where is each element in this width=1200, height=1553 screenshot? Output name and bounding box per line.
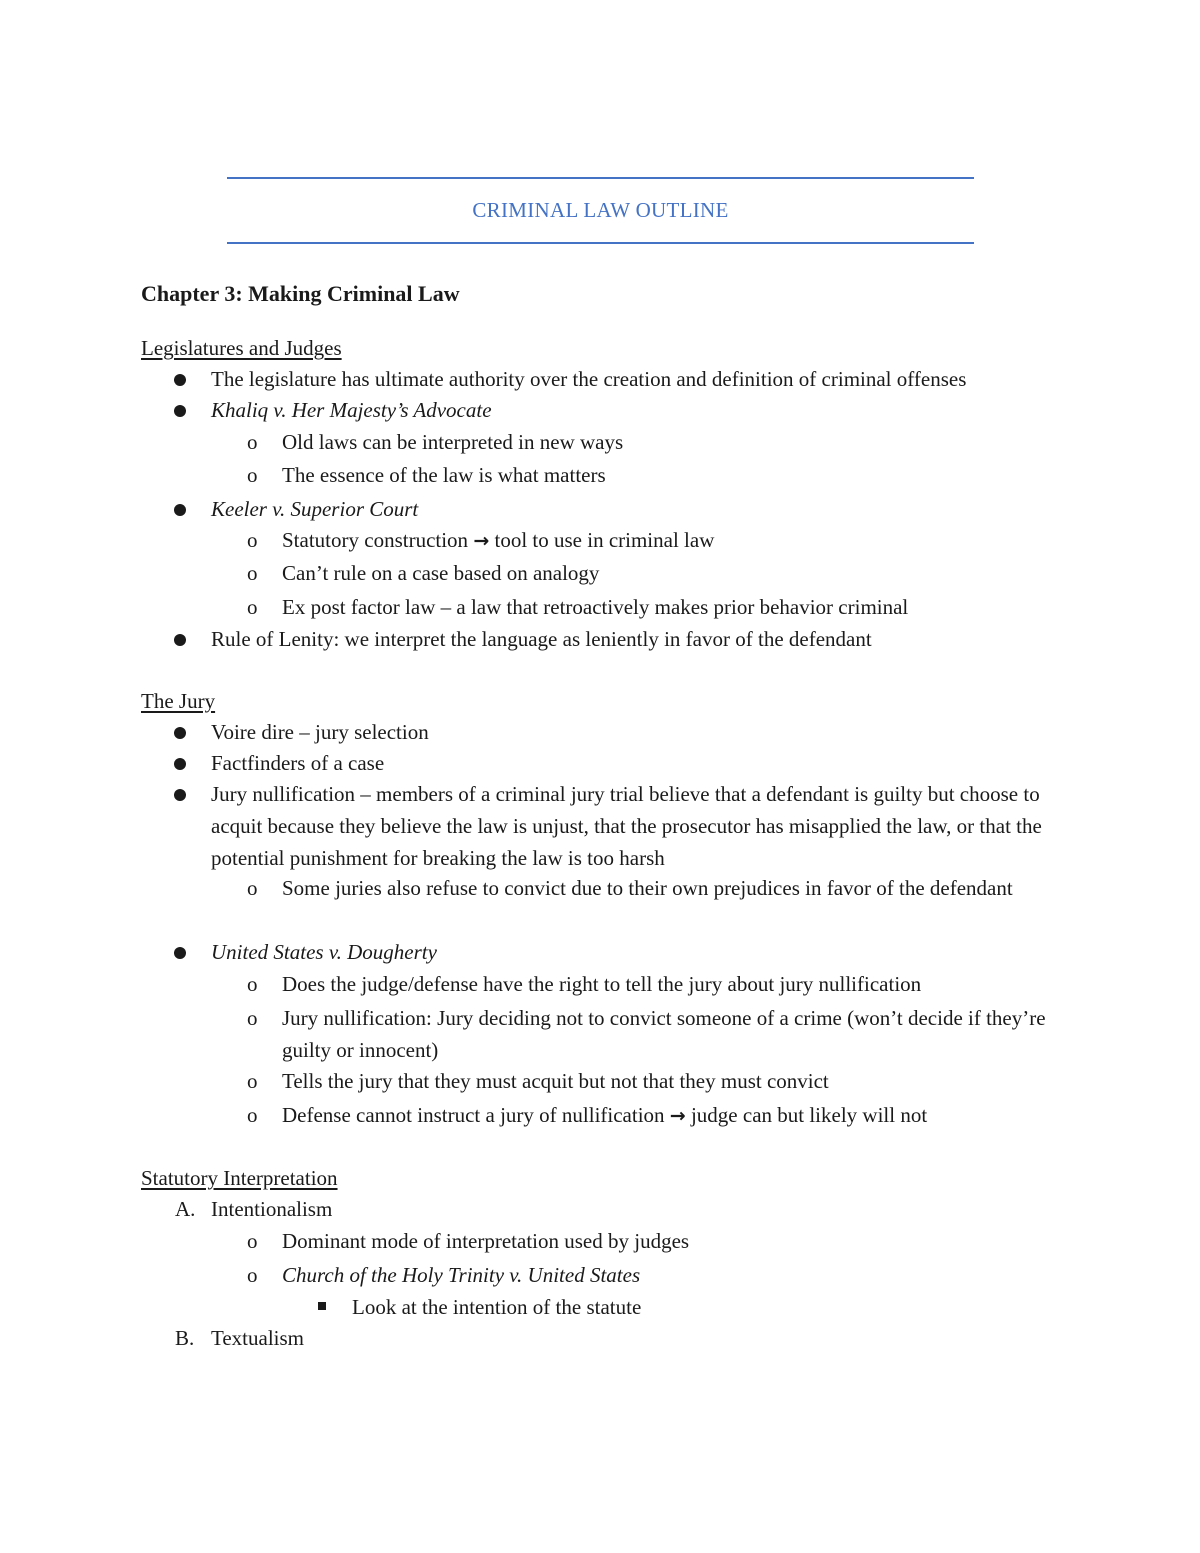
bullet-icon <box>174 504 186 516</box>
square-bullet-icon <box>318 1302 326 1310</box>
arrow-right-icon: → <box>473 530 490 552</box>
list-item: Jury nullification – members of a criminal jury trial believe that a defendant is guilty but choose to acquit because they believe the law is unjust, that the prosecutor has misapplied the law, or that the potential punishment for breaking the law is too harsh <box>211 782 1042 870</box>
sub-bullet-icon: o <box>247 430 258 454</box>
list-item: Can’t rule on a case based on analogy <box>282 561 600 585</box>
list-item: Rule of Lenity: we interpret the language as leniently in favor of the defendant <box>211 627 872 651</box>
sub-bullet-icon: o <box>247 561 258 585</box>
list-item: Jury nullification: Jury deciding not to convict someone of a crime (won’t decide if they’re guilty or innocent) <box>282 1006 1046 1062</box>
list-item-text: tool to use in criminal law <box>494 528 715 552</box>
bullet-icon <box>174 405 186 417</box>
list-letter: A. <box>175 1197 196 1221</box>
case-name: Keeler v. Superior Court <box>211 497 419 521</box>
sub-bullet-icon: o <box>247 1103 258 1127</box>
sub-bullet-icon: o <box>247 1006 258 1030</box>
list-item: Dominant mode of interpretation used by judges <box>282 1229 690 1253</box>
sub-bullet-icon: o <box>247 463 258 487</box>
bullet-icon <box>174 634 186 646</box>
section-heading-jury: The Jury <box>141 689 216 713</box>
sub-bullet-icon: o <box>247 1229 258 1253</box>
title-rule-top <box>227 177 974 179</box>
list-item-text: judge can but likely will not <box>690 1103 928 1127</box>
title-rule-bottom <box>227 242 974 244</box>
sub-bullet-icon: o <box>247 595 258 619</box>
list-item: Ex post factor law – a law that retroactively makes prior behavior criminal <box>282 595 909 619</box>
list-item: The legislature has ultimate authority over the creation and definition of criminal offenses <box>211 367 967 391</box>
case-name: Khaliq v. Her Majesty’s Advocate <box>211 398 492 422</box>
list-item: Tells the jury that they must acquit but not that they must convict <box>282 1069 829 1093</box>
case-name: Church of the Holy Trinity v. United States <box>282 1263 641 1287</box>
list-item: Voire dire – jury selection <box>211 720 429 744</box>
section-heading-statutory: Statutory Interpretation <box>141 1166 338 1190</box>
sub-bullet-icon: o <box>247 1069 258 1093</box>
list-letter: B. <box>175 1326 195 1350</box>
sub-bullet-icon: o <box>247 1263 258 1287</box>
sub-bullet-icon: o <box>247 528 258 552</box>
list-item-text: Statutory construction <box>282 528 469 552</box>
list-item: Some juries also refuse to convict due to their own prejudices in favor of the defendant <box>282 876 1013 900</box>
document-title: CRIMINAL LAW OUTLINE <box>472 198 729 222</box>
list-item: Factfinders of a case <box>211 751 385 775</box>
list-item: Textualism <box>211 1326 305 1350</box>
list-item: The essence of the law is what matters <box>282 463 606 487</box>
bullet-icon <box>174 727 186 739</box>
list-item: Old laws can be interpreted in new ways <box>282 430 624 454</box>
sub-bullet-icon: o <box>247 876 258 900</box>
bullet-icon <box>174 758 186 770</box>
list-item-text: Defense cannot instruct a jury of nullification <box>282 1103 665 1127</box>
bullet-icon <box>174 374 186 386</box>
bullet-icon <box>174 789 186 801</box>
list-item: Does the judge/defense have the right to tell the jury about jury nullification <box>282 972 922 996</box>
bullet-icon <box>174 947 186 959</box>
list-item <box>282 524 1072 557</box>
sub-bullet-icon: o <box>247 972 258 996</box>
list-item: Look at the intention of the statute <box>352 1295 642 1319</box>
arrow-right-icon: → <box>669 1105 686 1127</box>
case-name: United States v. Dougherty <box>211 940 437 964</box>
section-heading-legislatures: Legislatures and Judges <box>141 336 342 360</box>
list-item: Intentionalism <box>211 1197 333 1221</box>
chapter-heading: Chapter 3: Making Criminal Law <box>141 281 460 306</box>
list-item <box>282 1099 1072 1132</box>
